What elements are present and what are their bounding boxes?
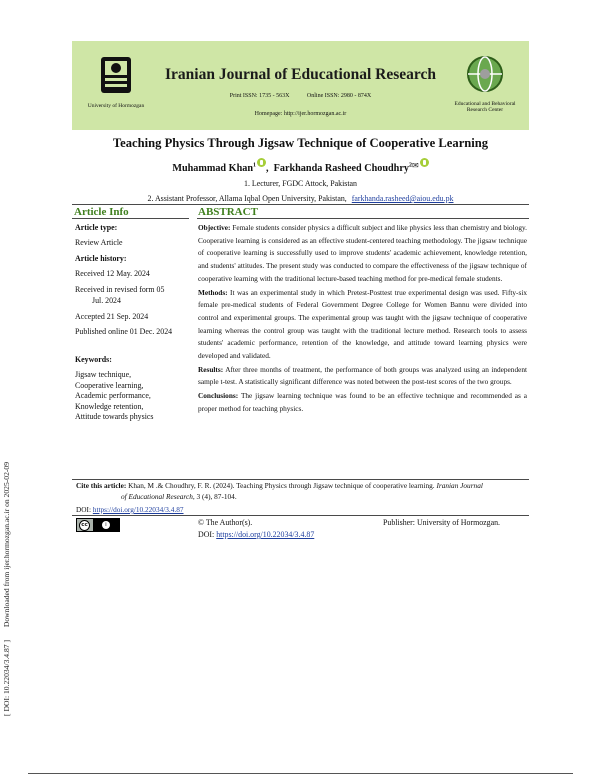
conclusions-label: Conclusions: bbox=[198, 391, 239, 401]
journal-header bbox=[72, 41, 529, 130]
affiliation-2-text: 2. Assistant Professor, Allama Iqbal Open University, Pakistan, bbox=[147, 194, 347, 203]
objective-text: Female students consider physics a difficult subject and like physics less than chemistry and biology. Cooperative learning is considered as an effective student-centered teaching methodology. The jigsaw technique of cooperative learning is successfully used to improve students' academic achievement, knowledge retention, and students' attitudes. The present study was conducted to compare the effectiveness of the jigsaw technique of cooperative learning with the traditional lecture-based teaching method for pre-medical female students. bbox=[198, 223, 527, 283]
citation-block bbox=[76, 480, 528, 503]
conclusions-text: The jigsaw learning technique was found to be an effective technique and recommended as a proper method for teaching physics. bbox=[198, 391, 527, 413]
article-info-heading: Article Info bbox=[74, 206, 129, 218]
results-text: After three months of treatment, the performance of both groups was analyzed using an independent sample t-test. A statistically significant difference was noted between the post-test scores of the two groups. bbox=[198, 364, 528, 387]
author-name: Farkhanda Rasheed Choudhry bbox=[273, 163, 409, 174]
research-center-logo bbox=[449, 55, 521, 114]
attribution-icon: i bbox=[102, 521, 110, 529]
online-issn: Online ISSN: 2980 - 874X bbox=[306, 93, 372, 99]
keyword: Attitude towards physics bbox=[75, 412, 154, 422]
keyword: Jigsaw technique, bbox=[75, 370, 132, 380]
author-name: Muhammad Khan bbox=[172, 163, 253, 174]
abstract-conclusions bbox=[198, 390, 527, 415]
abstract-body bbox=[198, 222, 527, 417]
print-issn: Print ISSN: 1735 - 563X bbox=[229, 93, 290, 99]
author-line: Muhammad Khan$^1$ , Farkhanda Rasheed Choudhry$^{2✉}$ bbox=[72, 158, 529, 174]
affiliation-2 bbox=[72, 194, 529, 203]
results-label: Results: bbox=[198, 364, 224, 374]
article-type-value: Review Article bbox=[75, 238, 123, 248]
section-heading-bar bbox=[72, 204, 529, 218]
article-history-label: Article history: bbox=[75, 253, 127, 263]
received-date: Received 12 May. 2024 bbox=[75, 269, 150, 279]
corresponding-email-link[interactable]: farkhanda.rasheed@aiou.edu.pk bbox=[351, 194, 454, 203]
orcid-icon[interactable] bbox=[257, 158, 266, 167]
doi-link[interactable]: https://doi.org/10.22034/3.4.87 bbox=[216, 530, 315, 539]
abstract-methods bbox=[198, 287, 527, 363]
university-logo bbox=[84, 55, 148, 109]
methods-label: Methods: bbox=[198, 287, 228, 297]
revised-date-cont: Jul. 2024 bbox=[92, 296, 121, 306]
methods-text: It was an experimental study in which Pretest-Posttest true experimental design was used. Fifty-six female pre-medical students of Federal Government Degree College for Women Bannu were divided into control and experimental groups. The experimental group was taught with the jigsaw technique of cooperative learning whereas the control group was taught with the traditional lecture method. Research tools to assess students' academic performance, retention of the knowledge, and attitude toward learning physics were developed and validated. bbox=[198, 287, 528, 361]
published-date: Published online 01 Dec. 2024 bbox=[75, 327, 173, 337]
doi-stamp: [ DOI: 10.22034/3.4.87 ] bbox=[2, 640, 11, 716]
article-type-label: Article type: bbox=[75, 223, 118, 232]
cite-text: Khan, M .& Choudhry, F. R. (2024). Teaching Physics through Jigsaw technique of cooperative learning. bbox=[128, 481, 435, 490]
university-emblem-icon bbox=[99, 55, 133, 95]
journal-title: Iranian Journal of Educational Research bbox=[165, 66, 436, 83]
research-center-caption: Educational and Behavioral Research Center bbox=[454, 101, 516, 114]
paper-title: Teaching Physics Through Jigsaw Technique of Cooperative Learning bbox=[112, 136, 489, 150]
license-doi bbox=[198, 530, 314, 539]
affiliation-1: 1. Lecturer, FGDC Attock, Pakistan bbox=[244, 179, 357, 188]
article-info-panel bbox=[75, 223, 191, 423]
keyword: Knowledge retention, bbox=[75, 401, 144, 411]
cite-journal: Iranian Journal bbox=[436, 481, 483, 490]
cite-volume: , 3 (4), 87-104. bbox=[192, 492, 237, 502]
cite-journal-cont: of Educational Research bbox=[121, 492, 193, 502]
by-icon-box bbox=[93, 519, 119, 531]
cc-by-license-badge[interactable] bbox=[76, 518, 120, 532]
abstract-heading: ABSTRACT bbox=[198, 206, 258, 218]
keywords-label: Keywords: bbox=[75, 354, 112, 364]
doi-link[interactable]: https://doi.org/10.22034/3.4.87 bbox=[92, 505, 184, 514]
abstract-results bbox=[198, 364, 527, 389]
university-logo-caption: University of Hormozgan bbox=[87, 103, 145, 109]
author-affil-sup: 1 bbox=[253, 162, 256, 169]
journal-homepage[interactable]: Homepage: http://ijer.hormozgan.ac.ir bbox=[254, 111, 347, 117]
cc-icon: cc bbox=[79, 520, 90, 531]
doi-label: DOI: bbox=[76, 505, 91, 514]
divider bbox=[72, 218, 189, 219]
keyword: Academic performance, bbox=[75, 391, 151, 401]
keyword: Cooperative learning, bbox=[75, 380, 144, 390]
author-affil-sup: 2 bbox=[408, 162, 412, 169]
revised-date: Received in revised form 05 bbox=[75, 284, 165, 294]
objective-label: Objective: bbox=[198, 223, 231, 232]
issn-line bbox=[152, 93, 449, 99]
divider bbox=[72, 515, 529, 516]
citation-doi bbox=[76, 505, 184, 514]
orcid-icon[interactable] bbox=[420, 158, 429, 167]
divider bbox=[197, 218, 529, 219]
copyright-notice: © The Author(s). bbox=[198, 518, 253, 527]
footer-divider bbox=[28, 773, 573, 774]
doi-label: DOI: bbox=[198, 530, 215, 539]
download-stamp: Downloaded from ijer.hormozgan.ac.ir on 2025-02-09 bbox=[2, 462, 11, 628]
publisher-notice: Publisher: University of Hormozgan. bbox=[383, 518, 501, 527]
abstract-objective bbox=[198, 222, 527, 286]
cite-label: Cite this article: bbox=[76, 481, 127, 490]
accepted-date: Accepted 21 Sep. 2024 bbox=[75, 311, 149, 321]
globe-logo-icon bbox=[466, 55, 504, 93]
mail-icon[interactable]: ✉ bbox=[411, 161, 419, 170]
